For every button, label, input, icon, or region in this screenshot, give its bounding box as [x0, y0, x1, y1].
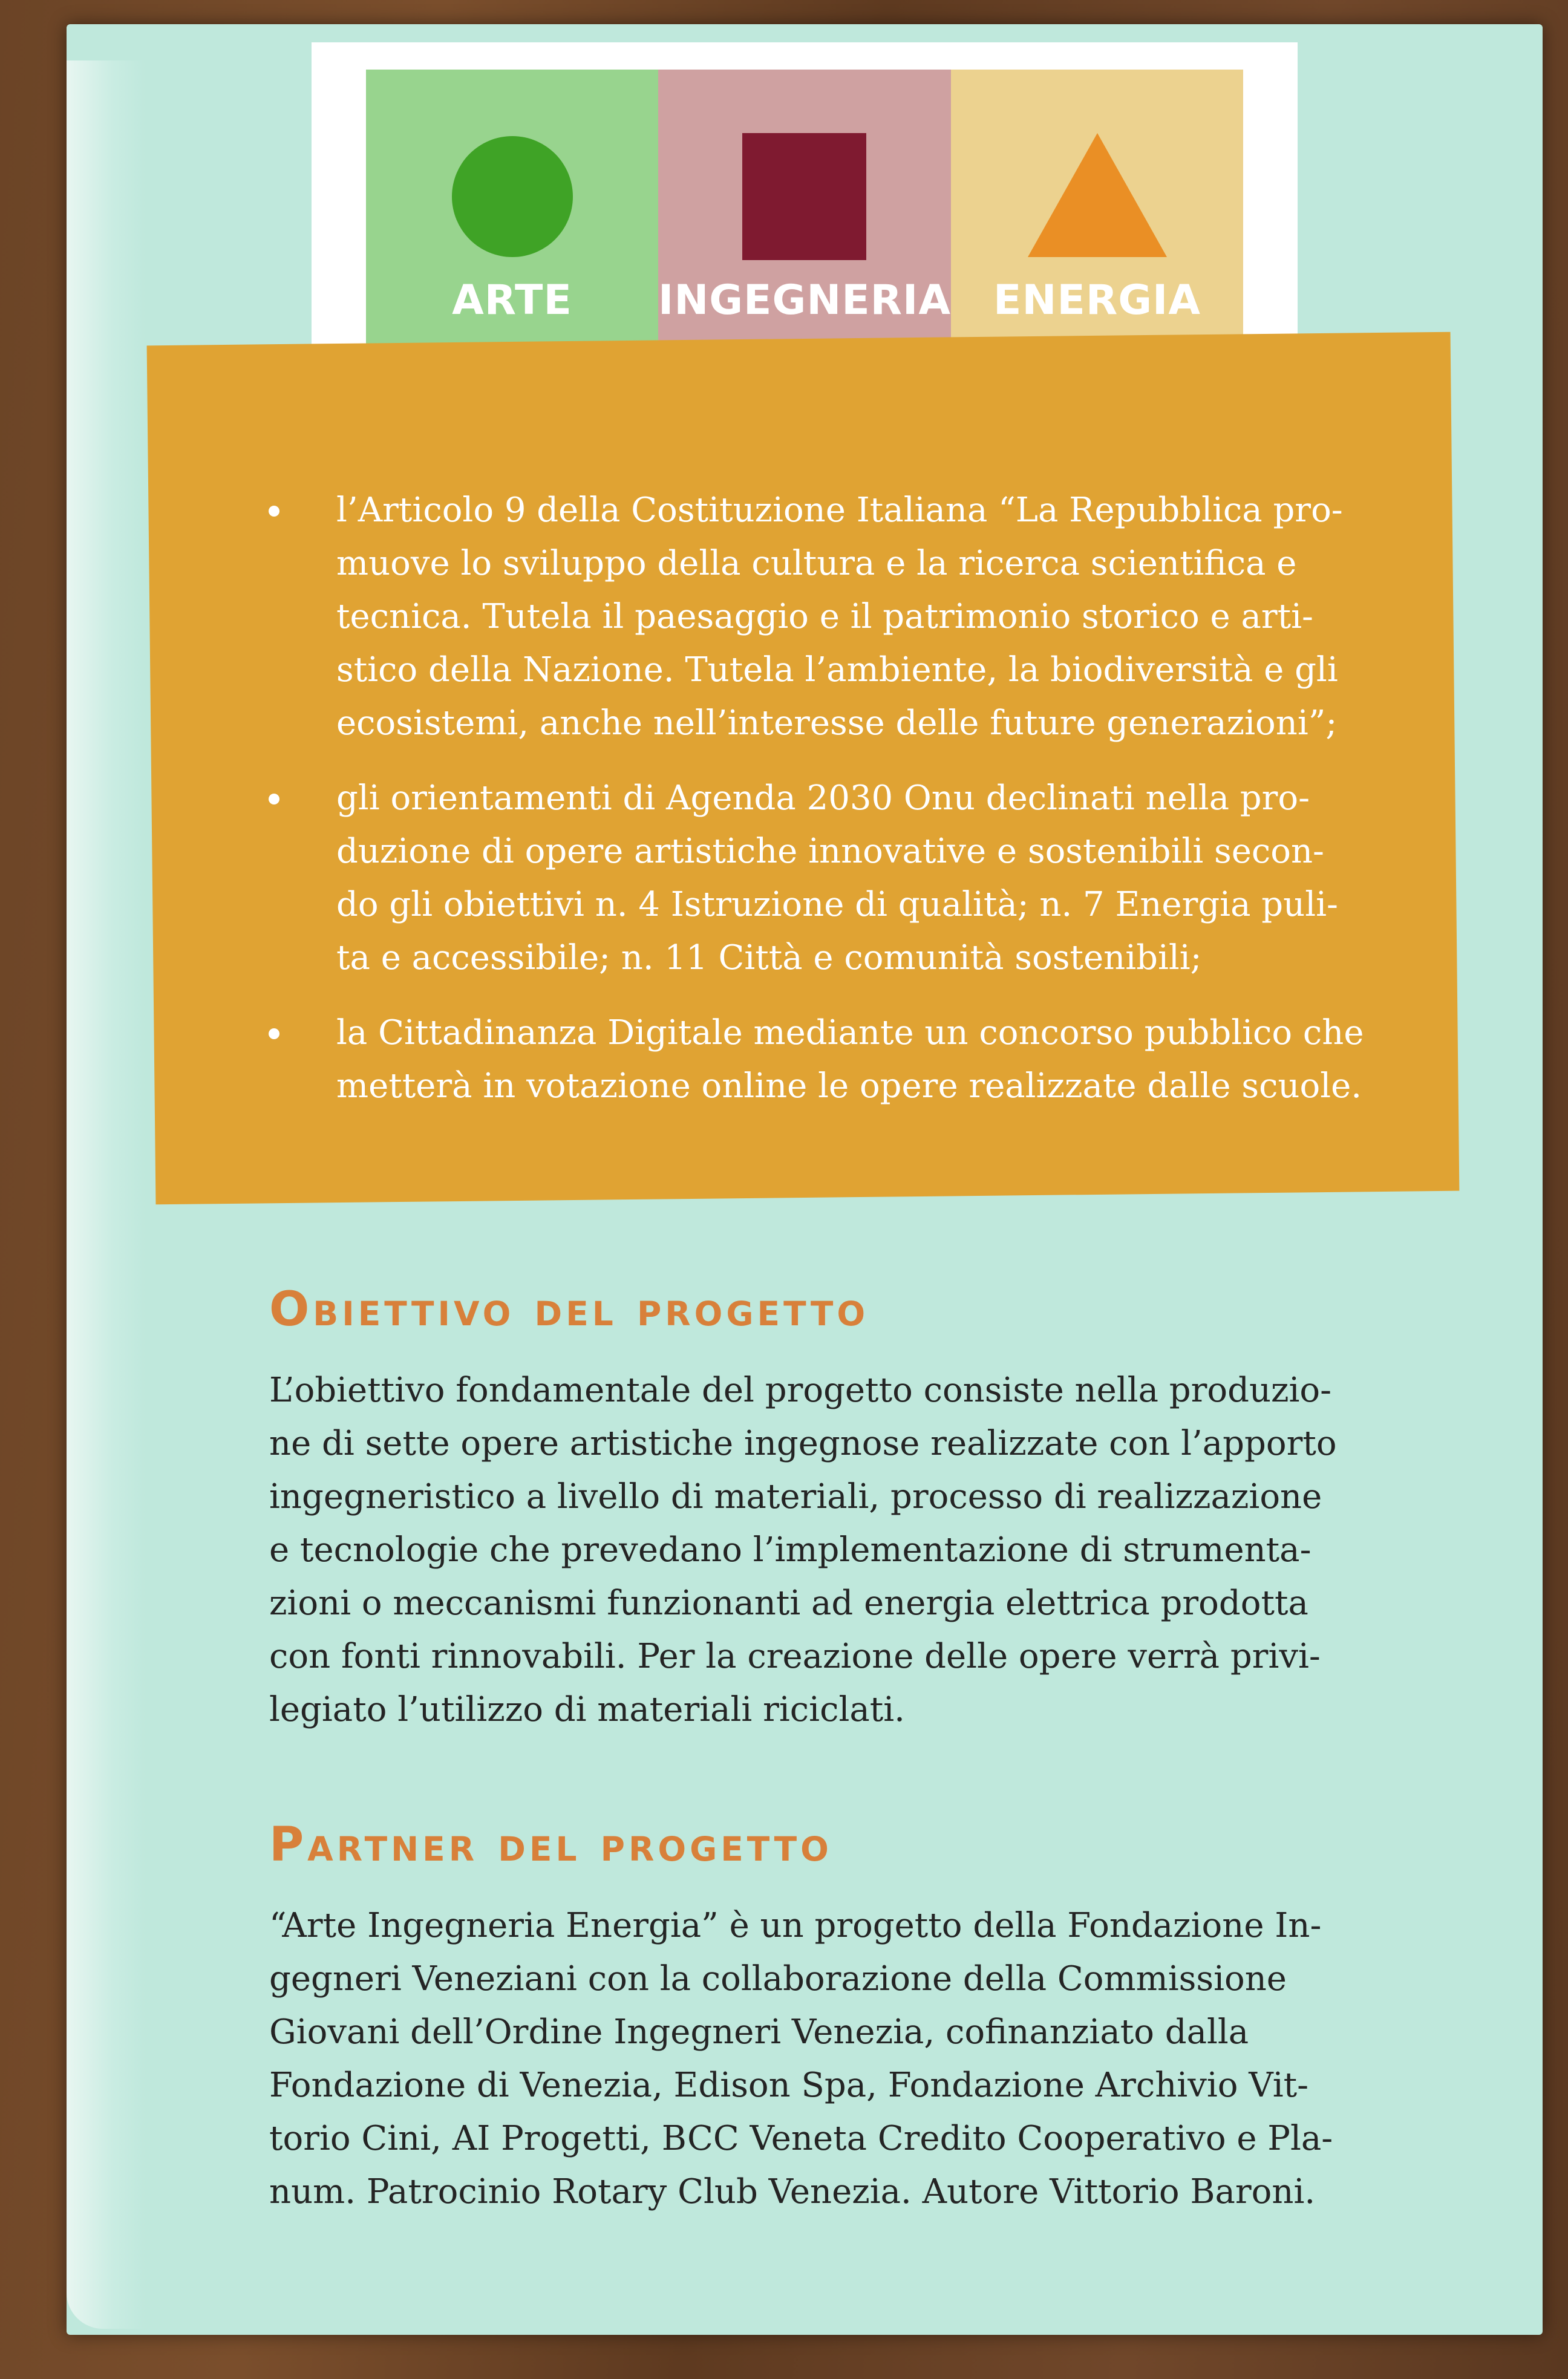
tile-label-arte: ARTE: [452, 276, 572, 324]
bullet-dot: [269, 1028, 279, 1039]
partner-heading: Partner del progetto: [269, 1818, 832, 1872]
bullet-item-agenda-2030: [254, 772, 1361, 985]
partner-line: “Arte Ingegneria Energia” è un progetto della Fondazione In-: [269, 1906, 1322, 1945]
bullet-line: gli orientamenti di Agenda 2030 Onu declinati nella pro-: [336, 778, 1310, 818]
bullet-line: duzione di opere artistiche innovative e sostenibili secon-: [336, 832, 1324, 871]
objective-line: ne di sette opere artistiche ingegnose realizzate con l’apporto: [269, 1424, 1337, 1463]
objective-body: [269, 1364, 1337, 1737]
bullet-line: tecnica. Tutela il paesaggio e il patrimonio storico e arti-: [336, 597, 1313, 636]
bullet-line: ta e accessibile; n. 11 Città e comunità sostenibili;: [336, 938, 1202, 977]
bullet-item-cittadinanza: [254, 1007, 1364, 1113]
bullet-list: [254, 484, 1364, 1135]
tile-energia: [951, 70, 1243, 360]
page-fold-edge: [67, 60, 145, 2329]
bullet-dot: [269, 794, 279, 804]
partner-line: Fondazione di Venezia, Edison Spa, Fondazione Archivio Vit-: [269, 2066, 1309, 2105]
objective-line: legiato l’utilizzo di materiali riciclati.: [269, 1690, 905, 1729]
partner-line: torio Cini, AI Progetti, BCC Veneta Credito Cooperativo e Pla-: [269, 2119, 1333, 2158]
bullet-line: do gli obiettivi n. 4 Istruzione di qualità; n. 7 Energia puli-: [336, 885, 1338, 924]
partner-body: [269, 1899, 1334, 2219]
objective-heading: Obiettivo del progetto: [269, 1282, 869, 1337]
square-icon: [741, 133, 868, 260]
bullet-line: muove lo sviluppo della cultura e la ricerca scientifica e: [336, 544, 1297, 583]
objective-line: e tecnologie che prevedano l’implementazione di strumenta-: [269, 1530, 1312, 1570]
bullet-line: metterà in votazione online le opere realizzate dalle scuole.: [336, 1066, 1362, 1106]
bullet-line: l’Articolo 9 della Costituzione Italiana “La Repubblica pro-: [336, 491, 1343, 530]
objective-line: zioni o meccanismi funzionanti ad energia elettrica prodotta: [269, 1584, 1308, 1623]
bullet-item-article-9: [254, 484, 1361, 750]
objective-line: con fonti rinnovabili. Per la creazione delle opere verrà privi-: [269, 1637, 1321, 1676]
objective-line: ingegneristico a livello di materiali, processo di realizzazione: [269, 1477, 1322, 1516]
circle-icon: [449, 133, 576, 260]
bullet-line: la Cittadinanza Digitale mediante un concorso pubblico che: [336, 1013, 1364, 1052]
objective-line: L’obiettivo fondamentale del progetto consiste nella produzio-: [269, 1371, 1332, 1410]
bullet-dot: [269, 506, 279, 517]
tile-arte: [366, 70, 658, 360]
triangle-icon: [1025, 133, 1170, 260]
partner-line: num. Patrocinio Rotary Club Venezia. Autore Vittorio Baroni.: [269, 2172, 1316, 2211]
tile-label-ingegneria: INGEGNERIA: [658, 276, 951, 324]
header-tiles: [366, 70, 1243, 360]
tile-label-energia: ENERGIA: [993, 276, 1201, 324]
partner-line: Giovani dell’Ordine Ingegneri Venezia, cofinanziato dalla: [269, 2012, 1249, 2052]
partner-line: gegneri Veneziani con la collaborazione della Commissione: [269, 1959, 1287, 1999]
bullet-line: ecosistemi, anche nell’interesse delle future generazioni”;: [336, 703, 1338, 743]
tile-ingegneria: [658, 70, 951, 360]
bullet-line: stico della Nazione. Tutela l’ambiente, la biodiversità e gli: [336, 650, 1338, 690]
